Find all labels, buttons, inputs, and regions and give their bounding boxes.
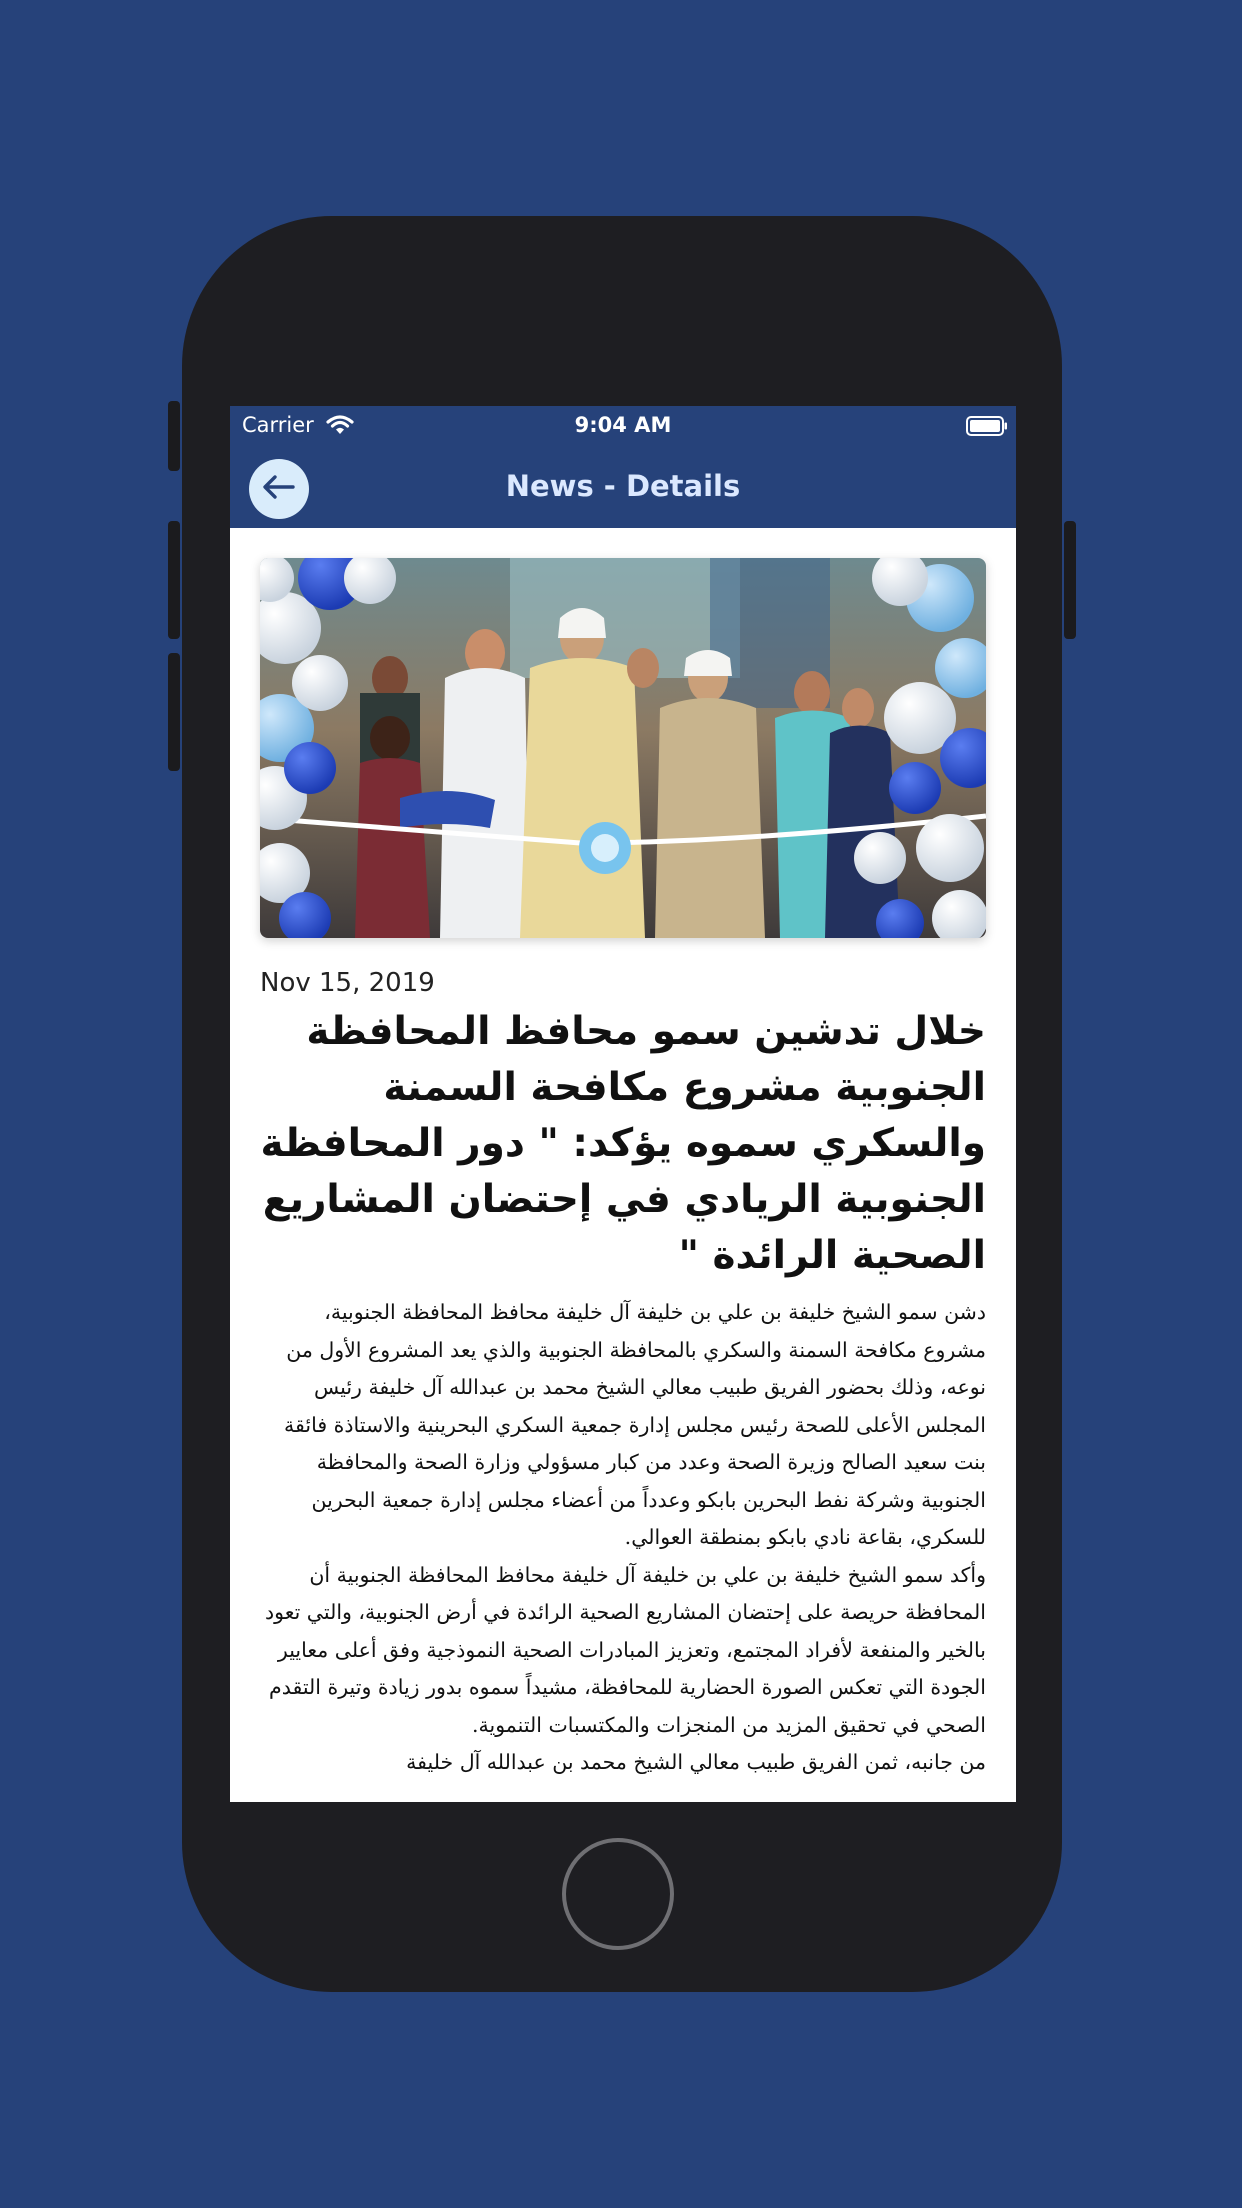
article-title: خلال تدشين سمو محافظ المحافظة الجنوبية مشروع مكافحة السمنة والسكري سموه يؤكد: " دور المحافظة الجنوبية الريادي في إحتضان المشاريع الصحية الرائدة " bbox=[260, 1009, 986, 1278]
phone-screen bbox=[230, 406, 1016, 1802]
article-paragraph: دشن سمو الشيخ خليفة بن علي بن خليفة آل خليفة محافظ المحافظة الجنوبية، مشروع مكافحة السمنة والسكري بالمحافظة الجنوبية والذي يعد المشروع الأول من نوعه، وذلك بحضور الفريق طبيب معالي الشيخ محمد بن عبدالله آل خليفة رئيس المجلس الأعلى للصحة رئيس مجلس إدارة جمعية السكري البحرينية والاستاذة فائقة بنت سعيد الصالح وزيرة الصحة وعدد من كبار مسؤولي وزارة الصحة والمحافظة الجنوبية وشركة نفط البحرين بابكو وعدداً من أعضاء مجلس إدارة جمعية البحرين للسكري، بقاعة نادي بابكو بمنطقة العوالي. bbox=[284, 1300, 986, 1549]
status-time: 9:04 AM bbox=[574, 413, 672, 437]
power-button bbox=[1064, 521, 1076, 639]
status-bar bbox=[230, 406, 1016, 446]
volume-down-button bbox=[168, 653, 180, 771]
navigation-bar bbox=[230, 446, 1016, 528]
carrier-label: Carrier bbox=[242, 413, 314, 437]
article-paragraph: من جانبه، ثمن الفريق طبيب معالي الشيخ محمد بن عبدالله آل خليفة bbox=[406, 1750, 986, 1774]
volume-up-button bbox=[168, 521, 180, 639]
home-button[interactable] bbox=[562, 1838, 674, 1950]
page-title: News - Details bbox=[505, 469, 741, 503]
article-image bbox=[260, 558, 986, 938]
battery-icon bbox=[966, 416, 1004, 434]
mute-switch bbox=[168, 401, 180, 471]
article-date: Nov 15, 2019 bbox=[260, 968, 435, 998]
article-paragraph: وأكد سمو الشيخ خليفة بن علي بن خليفة آل خليفة محافظ المحافظة الجنوبية أن المحافظة حريصة على إحتضان المشاريع الصحية الرائدة في أرض الجنوبية، والتي تعود بالخير والمنفعة لأفراد المجتمع، وتعزيز المبادرات الصحية النموذجية وفق أعلى معايير الجودة التي تعكس الصورة الحضارية للمحافظة، مشيداً سموه بدور زيادة وتيرة التقدم الصحي في تحقيق المزيد من المنجزات والمكتسبات التنموية. bbox=[264, 1562, 986, 1737]
article-scroll-view[interactable] bbox=[230, 528, 1016, 1802]
article-body bbox=[260, 1294, 986, 1782]
